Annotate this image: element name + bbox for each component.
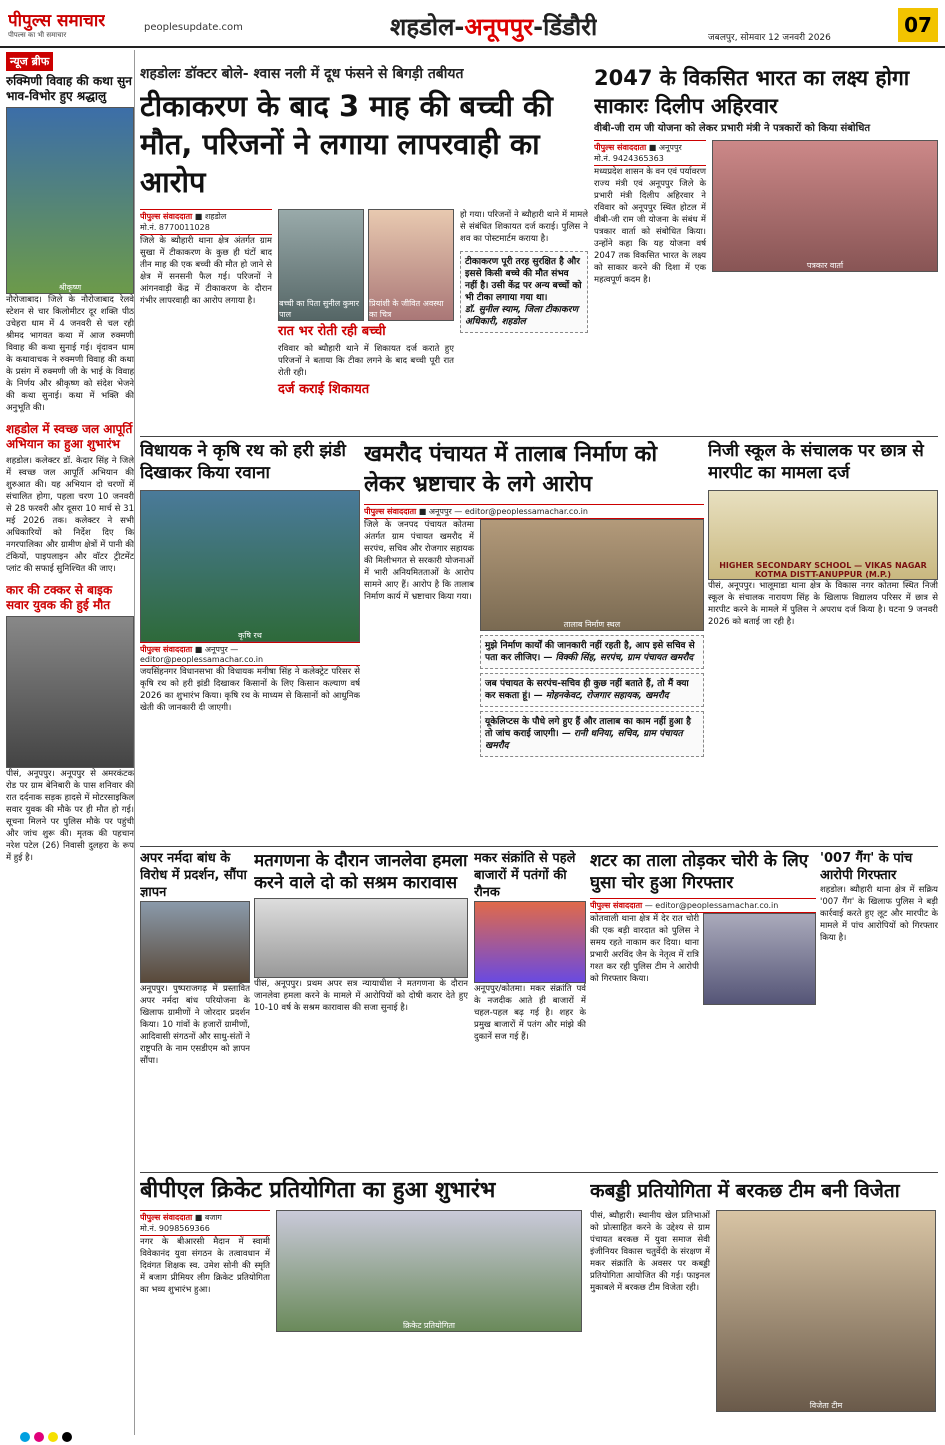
school-story — [708, 440, 938, 842]
court-story — [254, 850, 468, 1170]
thief-byline: पीपुल्स संवाददाता — editor@peoplessamachar.co.in — [590, 898, 816, 913]
lead-subhead-2: दर्ज कराई शिकायत — [278, 382, 370, 397]
pond-byline: पीपुल्स संवाददाता ■ अनूपपुर — editor@peoplessamachar.co.in — [364, 504, 704, 519]
school-body: पीसं, अनूपपुर। भालूमाडा थाना क्षेत्र के विकास नगर कोतमा स्थित निजी स्कूल के संचालक नारायण सिंह के खिलाफ विद्यालय परिसर में छात्र से मारपीट करने के मामले में पुलिस ने अपराध दर्ज किया है। घटना 9 जनवरी 2026 को बताई जा रही है। — [708, 581, 938, 627]
kabaddi-story — [590, 1176, 938, 1430]
school-headline: निजी स्कूल के संचालक पर छात्र से मारपीट का मामला दर्ज — [708, 441, 924, 483]
krishi-rath-photo: कृषि रथ — [140, 490, 360, 642]
kabaddi-headline: कबड्डी प्रतियोगिता में बरकछ टीम बनी विजेता — [590, 1180, 900, 1202]
section-title: शहडोल-अनूपपुर-डिंडौरी — [390, 13, 598, 41]
thief-body: कोतवाली थाना क्षेत्र में देर रात चोरी की एक बड़ी वारदात को पुलिस ने समय रहते नाकाम कर दिया। थाना प्रभारी अरविंद जैन के नेतृत्व में रात्रि गश्त कर रही पुलिस टीम ने आरोपी को गिरफ्तार किया। — [590, 914, 700, 984]
lead-story — [140, 64, 588, 434]
kite-body: अनूपपुर/कोतमा। मकर संक्रांति पर्व के नजदीक आते ही बाजारों में चहल-पहल बढ़ गई है। शहर के प्रमुख बाजारों में पतंग और मांझे की दुकानें सज गई हैं। — [474, 984, 586, 1042]
news-brief-tag: न्यूज ब्रीफ — [6, 52, 53, 71]
pond-headline: खमरौद पंचायत में तालाब निर्माण को लेकर भ्रष्टाचार के लगे आरोप — [364, 442, 658, 497]
lead-body-3: हो गया। परिजनों ने ब्यौहारी थाने में मामले से संबंधित शिकायत दर्ज कराई। पुलिस ने शव का पोस्टमार्टम कराया है। — [460, 210, 588, 244]
brief1-body: नौरोजाबाद। जिले के नौरोजाबाद रेलवे स्टेशन से चार किलोमीटर दूर शक्ति पीठ उचेहरा धाम में 4 जनवरी से चल रही श्रीमद भागवत कथा में आज रुक्मणी विवाह की कथा सुनाई गई। वृंदावन धाम के कथावाचक ने रुक्मणी विवाह की कथा के प्रसंग में रुक्मणी जी के भाई के विवाह के निर्णय और श्रीकृष्ण को संदेश भेजने की कथा सुनाई। कथा में भक्ति की अनुभूति की। — [6, 295, 134, 413]
minister-story — [594, 64, 938, 434]
lead-kicker: शहडोलः डॉक्टर बोले- श्वास नली में दूध फंसने से बिगड़ी तबीयत — [140, 66, 464, 82]
dam-body: अनूपपुर। पुष्पराजगढ़ में प्रस्तावित अपर नर्मदा बांध परियोजना के खिलाफ ग्रामीणों ने जोरदार प्रदर्शन किया। 10 गांवों के हजारों ग्रामीणों, आदिवासी संगठनों और साधु-संतों ने राष्ट्रपति के नाम एसडीएम को ज्ञापन सौंपा। — [140, 984, 250, 1066]
thief-story — [590, 850, 816, 1170]
mla-headline: विधायक ने कृषि रथ को हरी झंडी दिखाकर किया रवाना — [140, 441, 346, 483]
lead-quote: टीकाकरण पूरी तरह सुरक्षित है और इससे किसी बच्चे की मौत संभव नहीं है। उसी केंद्र पर अन्य बच्चों को भी टीका लगाया गया था। डॉ. सुनील स्याम, जिला टीकाकरण अधिकारी, शहडोल — [460, 251, 588, 333]
kite-market-photo — [474, 901, 586, 983]
brief3-headline: कार की टक्कर से बाइक सवार युवक की हुई मौत — [6, 583, 113, 612]
protest-photo — [140, 901, 250, 983]
pond-body: जिले के जनपद पंचायत कोतमा अंतर्गत ग्राम पंचायत खमरौद में सरपंच, सचिव और रोजगार सहायक की मिलीभगत से सरकारी योजनाओं में भारी अनियमितताओं के आरोप सामने आए हैं। आरोप है कि तालाब निर्माण कार्य में भ्रष्टाचार किया गया। — [364, 520, 474, 602]
brief1-headline: रुक्मिणी विवाह की कथा सुन भाव-विभोर हुए श्रद्धालु — [6, 74, 132, 103]
secretary-quote: यूकेलिप्टस के पौधे लगे हुए हैं और तालाब का काम नहीं हुआ है तो जांच कराई जाएगी। — रानी धनिया, सचिव, ग्राम पंचायत खमरौद — [480, 711, 704, 757]
sarpanch-quote: मुझे निर्माण कार्यों की जानकारी नहीं रहती है, आप इसे सचिव से पता कर लीजिए। — विक्की सिंह, सरपंच, ग्राम पंचायत खमरौद — [480, 635, 704, 669]
court-body: पीसं, अनूपपुर। प्रथम अपर सत्र न्यायाधीश ने मतगणना के दौरान जानलेवा हमला करने के मामले में आरोपियों को दोषी करार देते हुए 10-10 वर्ष के सश्रम कारावास की सजा सुनाई है। — [254, 979, 468, 1013]
kite-headline: मकर संक्रांति से पहले बाजारों में पतंगों की रौनक — [474, 851, 576, 900]
father-photo: बच्ची का पिता सुनील कुमार पाल — [278, 209, 364, 321]
magenta-mark — [34, 1432, 44, 1442]
gang-headline: '007 गैंग' के पांच आरोपी गिरफ्तार — [820, 851, 913, 883]
mla-body: जयसिंहनगर विधानसभा की विधायक मनीषा सिंह ने कलेक्ट्रेट परिसर से कृषि रथ को हरी झंडी दिखाकर किसानों के लिए किसान कल्याण वर्ष 2026 का शुभारंभ किया। कृषि रथ के माध्यम से किसानों को आधुनिक खेती की जानकारी दी जाएगी। — [140, 667, 360, 713]
minister-byline: पीपुल्स संवाददाता ■ अनूपपुर मो.नं. 9424365363 — [594, 140, 706, 166]
cricket-byline: पीपुल्स संवाददाता ■ बजाग मो.नं. 9098569366 — [140, 1210, 270, 1236]
brief3-body: पीसं, अनूपपुर। अनूपपुर से अमरकंटक रोड पर ग्राम बेनिबारी के पास शनिवार की रात दर्दनाक सड़क हादसे में मोटरसाइकिल सवार युवक की मौके पर ही मौत हो गई। सूचना मिलने पर पुलिस मौके पर पहुंची और जांच शुरू की। मृतक की पहचान नरेश पटेल (26) निवासी दुलहरा के रूप में हुई है। — [6, 769, 134, 863]
minister-body: मध्यप्रदेश शासन के वन एवं पर्यावरण राज्य मंत्री एवं अनूपपुर जिले के प्रभारी मंत्री दिलीप अहिरवार ने रविवार को अनूपपुर स्थित होटल में वीबी-जी राम जी योजना के संबंध में पत्रकार वार्ता को संबोधित किया। उन्होंने कहा कि यह योजना वर्ष 2047 तक विकसित भारत के लक्ष्य को साकार करने की दिशा में एक महत्वपूर्ण कदम है। — [594, 167, 707, 285]
kite-story — [474, 850, 586, 1170]
cricket-headline: बीपीएल क्रिकेट प्रतियोगिता का हुआ शुभारंभ — [140, 1178, 496, 1203]
court-photo — [254, 898, 468, 978]
dateline: जबलपुर, सोमवार 12 जनवरी 2026 — [708, 33, 831, 43]
lead-body-1: जिले के ब्यौहारी थाना क्षेत्र अंतर्गत ग्राम सुखा में टीकाकरण के कुछ ही घंटों बाद तीन माह की एक बच्ची की मौत हो जाने से क्षेत्र में सनसनी फैल गई। परिजनों ने आंगनवाड़ी केंद्र में टीकाकरण के दौरान गंभीर लापरवाही का आरोप लगाया है। — [140, 236, 272, 306]
gang-body: शहडोल। ब्यौहारी थाना क्षेत्र में सक्रिय '007 गैंग' के खिलाफ पुलिस ने बड़ी कार्रवाई करते हुए लूट और मारपीट के मामले में पांच आरोपियों को गिरफ्तार किया है। — [820, 885, 938, 943]
pond-photo: तालाब निर्माण स्थल — [480, 519, 704, 631]
news-brief-sidebar — [6, 50, 135, 1435]
gang-story — [820, 850, 938, 1170]
website-url[interactable]: peoplesupdate.com — [144, 22, 243, 33]
yellow-mark — [48, 1432, 58, 1442]
masthead — [0, 0, 945, 48]
thief-headline: शटर का ताला तोड़कर चोरी के लिए घुसा चोर हुआ गिरफ्तार — [590, 851, 809, 893]
accident-photo — [6, 616, 134, 768]
lead-headline: टीकाकरण के बाद 3 माह की बच्ची की मौत, परिजनों ने लगाया लापरवाही का आरोप — [140, 89, 553, 199]
school-signboard-photo: HIGHER SECONDARY SCHOOL — VIKAS NAGAR KOTMA DISTT-ANUPPUR (M.P.) — [708, 490, 938, 580]
cricket-story — [140, 1176, 584, 1430]
dam-story — [140, 850, 250, 1170]
assistant-quote: जब पंचायत के सरपंच-सचिव ही कुछ नहीं बताते हैं, तो मैं क्या कर सकता हूं। — मोहनकेवट, रोजगार सहायक, खमरौद — [480, 673, 704, 707]
cricket-body: नगर के बीआरसी मैदान में स्वामी विवेकानंद युवा संगठन के तत्वावधान में दिवंगत शिक्षक स्व. उमेश सोनी की स्मृति में बजाग प्रीमियर लीग क्रिकेट प्रतियोगिता का भव्य शुभारंभ हुआ। — [140, 1237, 270, 1295]
dam-headline: अपर नर्मदा बांध के विरोध में प्रदर्शन, सौंपा ज्ञापन — [140, 851, 247, 900]
print-registration-marks — [0, 1432, 945, 1445]
brief2-headline: शहडोल में स्वच्छ जल आपूर्ति अभियान का हुआ शुभारंभ — [6, 422, 133, 451]
press-conference-photo: पत्रकार वार्ता — [712, 140, 938, 272]
lead-body-2: रविवार को ब्यौहारी थाने में शिकायत दर्ज कराते हुए परिजनों ने बताया कि टीका लगने के बाद बच्ची पूरी रात रोती रही। — [278, 344, 454, 378]
lead-subhead-1: रात भर रोती रही बच्ची — [278, 324, 386, 339]
baby-photo: प्रियांशी के जीवित अवस्था का चित्र — [368, 209, 454, 321]
brief2-body: शहडोल। कलेक्टर डॉ. केदार सिंह ने जिले में स्वच्छ जल आपूर्ति अभियान की शुरुआत की। यह अभियान दो चरणों में संचालित होगा, पहला चरण 10 जनवरी से 28 फरवरी और दूसरा 10 मार्च से 31 मई 2026 तक। कलेक्टर ने सभी अधिकारियों को निर्देश दिए कि नगरपालिका और ग्रामीण क्षेत्रों में पानी की टंकियों, पाइपलाइन और वॉटर ट्रीटमेंट प्लांट की सफाई सुनिश्चित की जाए। — [6, 456, 134, 574]
accused-photo — [703, 913, 816, 1005]
newspaper-logo: पीपुल्स समाचार पीपल्स का भी समाचार — [8, 11, 106, 39]
black-mark — [62, 1432, 72, 1442]
mla-story — [140, 440, 360, 842]
krishna-photo: श्रीकृष्ण — [6, 107, 134, 294]
kabaddi-team-photo: विजेता टीम — [716, 1210, 936, 1412]
court-headline: मतगणना के दौरान जानलेवा हमला करने वाले दो को सश्रम कारावास — [254, 851, 468, 893]
page-number: 07 — [898, 8, 938, 42]
pond-story — [364, 440, 704, 842]
lead-byline: पीपुल्स संवाददाता ■ शहडोल मो.नं. 8770011028 — [140, 209, 272, 235]
cyan-mark — [20, 1432, 30, 1442]
cricket-photo: क्रिकेट प्रतियोगिता — [276, 1210, 582, 1332]
mla-byline: पीपुल्स संवाददाता ■ अनूपपुर — editor@peoplessamachar.co.in — [140, 642, 360, 666]
kabaddi-body: पीसं, ब्यौहारी। स्थानीय खेल प्रतिभाओं को प्रोत्साहित करने के उद्देश्य से ग्राम पंचायत बरकछ में युवा समाज सेवी इंजीनियर विकास चतुर्वेदी के संरक्षण में मकर संक्रांति के अवसर पर कबड्डी प्रतियोगिता आयोजित की गई। फाइनल मुकाबले में बरकछ टीम विजेता रही। — [590, 1211, 710, 1293]
minister-kicker: वीबी-जी राम जी योजना को लेकर प्रभारी मंत्री ने पत्रकारों को किया संबोधित — [594, 123, 871, 134]
minister-headline: 2047 के विकसित भारत का लक्ष्य होगा साकारः दिलीप अहिरवार — [594, 66, 910, 118]
